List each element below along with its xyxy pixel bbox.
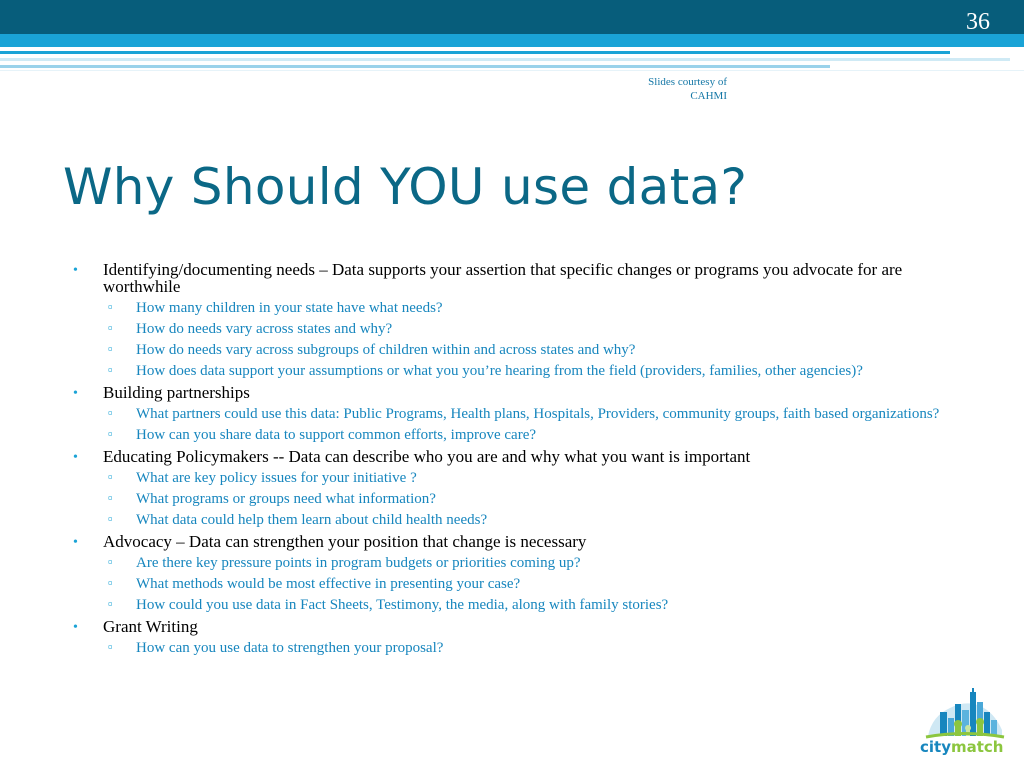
header-band-dark — [0, 0, 1024, 34]
credit-line: Slides courtesy of — [648, 76, 727, 88]
header-stripe — [0, 51, 950, 54]
header-stripe — [0, 70, 1024, 71]
sub-bullet-text: How does data support your assumptions or what you you’re hearing from the field (providers, families, other agencies)? — [136, 363, 863, 379]
bullet-dot-icon: • — [73, 620, 78, 635]
sub-bullet-text: How can you use data to strengthen your proposal? — [136, 640, 444, 656]
sub-bullet-list — [103, 300, 970, 379]
sub-bullet-item — [103, 300, 970, 316]
sub-bullet-list — [103, 470, 970, 528]
square-bullet-icon: ▫ — [108, 575, 113, 590]
square-bullet-icon: ▫ — [108, 426, 113, 441]
square-bullet-icon: ▫ — [108, 299, 113, 314]
sub-bullet-item — [103, 491, 970, 507]
square-bullet-icon: ▫ — [108, 469, 113, 484]
sub-bullet-text: How could you use data in Fact Sheets, Testimony, the media, along with family stories? — [136, 597, 669, 613]
square-bullet-icon: ▫ — [108, 511, 113, 526]
bullet-text: Building partnerships — [103, 383, 250, 402]
sub-bullet-text: What methods would be most effective in presenting your case? — [136, 576, 521, 592]
bullet-text: Grant Writing — [103, 617, 198, 636]
logo-text-match: match — [950, 738, 1004, 756]
sub-bullet-text: How many children in your state have what needs? — [136, 300, 443, 316]
bullet-item — [70, 448, 970, 528]
bullet-text: Educating Policymakers -- Data can describe who you are and why what you want is important — [103, 447, 751, 466]
slide-credit — [648, 75, 727, 103]
sub-bullet-item — [103, 512, 970, 528]
square-bullet-icon: ▫ — [108, 405, 113, 420]
bullet-dot-icon: • — [73, 386, 78, 401]
sub-bullet-text: How do needs vary across subgroups of children within and across states and why? — [136, 342, 636, 358]
square-bullet-icon: ▫ — [108, 639, 113, 654]
sub-bullet-item — [103, 597, 970, 613]
sub-bullet-text: How do needs vary across states and why? — [136, 321, 393, 337]
square-bullet-icon: ▫ — [108, 596, 113, 611]
square-bullet-icon: ▫ — [108, 490, 113, 505]
bullet-list — [70, 256, 970, 656]
sub-bullet-text: Are there key pressure points in program budgets or priorities coming up? — [136, 555, 581, 571]
bullet-item — [70, 384, 970, 443]
credit-line: CAHMI — [690, 90, 727, 102]
citymatch-logo — [918, 686, 1010, 756]
sub-bullet-item — [103, 363, 970, 379]
bullet-text: Identifying/documenting needs – Data supports your assertion that specific changes or programs you advocate for are worthwhile — [103, 260, 903, 296]
square-bullet-icon: ▫ — [108, 554, 113, 569]
slide-title: Why Should YOU use data? — [63, 158, 748, 216]
sub-bullet-item — [103, 406, 970, 422]
square-bullet-icon: ▫ — [108, 341, 113, 356]
sub-bullet-item — [103, 640, 970, 656]
bullet-dot-icon: • — [73, 450, 78, 465]
sub-bullet-list — [103, 640, 970, 656]
svg-text:citymatch — [920, 738, 1003, 756]
bullet-item — [70, 618, 970, 656]
logo-text-city: city — [920, 738, 951, 756]
sub-bullet-text: How can you share data to support common efforts, improve care? — [136, 427, 537, 443]
sub-bullet-item — [103, 555, 970, 571]
header-stripe — [0, 65, 830, 68]
bullet-dot-icon: • — [73, 263, 78, 278]
sub-bullet-text: What partners could use this data: Public Programs, Health plans, Hospitals, Providers, community groups, faith based organizations? — [136, 406, 940, 422]
sub-bullet-item — [103, 576, 970, 592]
sub-bullet-item — [103, 342, 970, 358]
header-band-light — [0, 34, 1024, 47]
bullet-dot-icon: • — [73, 535, 78, 550]
sub-bullet-list — [103, 555, 970, 613]
page-number: 36 — [966, 9, 990, 35]
sub-bullet-item — [103, 470, 970, 486]
sub-bullet-text: What are key policy issues for your initiative ? — [136, 470, 417, 486]
skyline-icon — [926, 688, 1004, 737]
bullet-item — [70, 533, 970, 613]
square-bullet-icon: ▫ — [108, 362, 113, 377]
sub-bullet-item — [103, 321, 970, 337]
square-bullet-icon: ▫ — [108, 320, 113, 335]
header-stripe — [0, 58, 1010, 61]
sub-bullet-text: What data could help them learn about child health needs? — [136, 512, 488, 528]
sub-bullet-item — [103, 427, 970, 443]
bullet-text: Advocacy – Data can strengthen your position that change is necessary — [103, 532, 587, 551]
sub-bullet-list — [103, 406, 970, 443]
bullet-item — [70, 261, 970, 379]
sub-bullet-text: What programs or groups need what information? — [136, 491, 436, 507]
